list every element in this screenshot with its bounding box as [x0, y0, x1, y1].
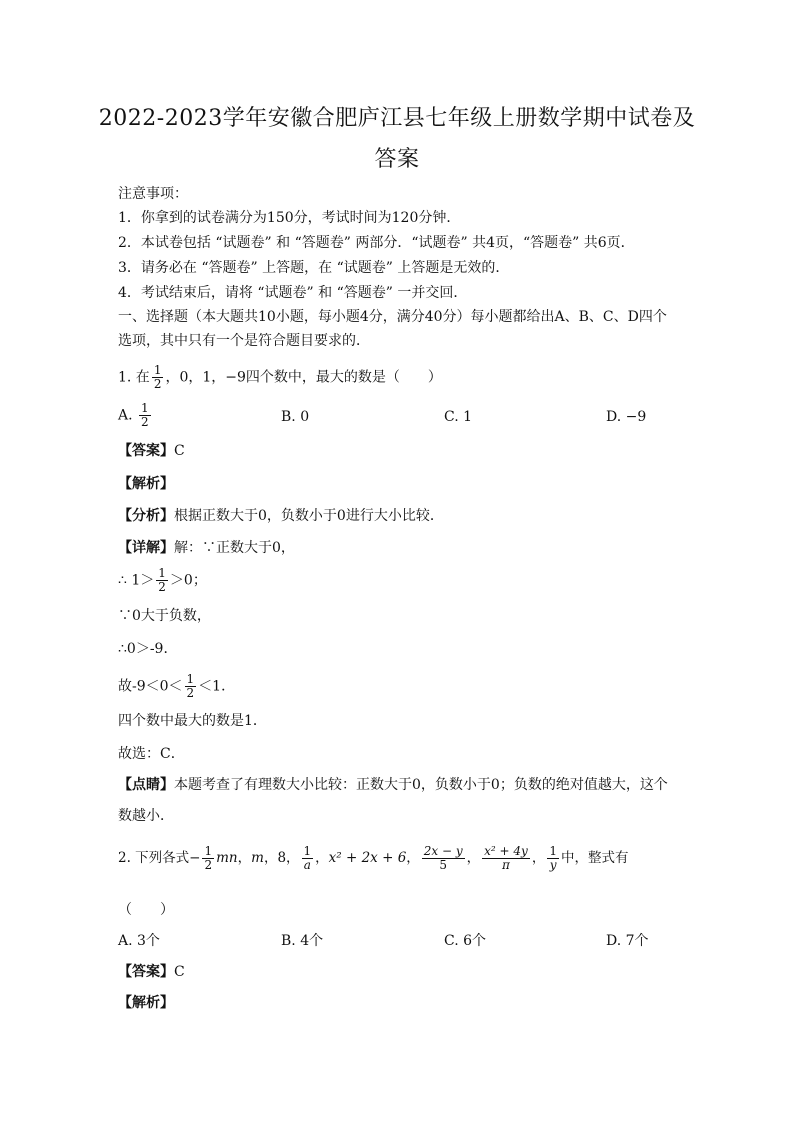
q2-fraction-3 — [422, 845, 465, 872]
q2-answer — [118, 962, 185, 982]
note-1: 1．你拿到的试卷满分为150分，考试时间为120分钟． — [118, 210, 461, 226]
q1-suffix: 四个数中，最大的数是（ ） — [245, 369, 442, 386]
q2-f2-num: 1 — [303, 844, 312, 858]
q1-dianjing-label: 【点睛】 — [118, 777, 174, 793]
q1-option-a-num: 1 — [141, 401, 149, 415]
q1-middle: ，0，1， — [165, 369, 226, 386]
q2-sep-6: ， — [466, 850, 481, 866]
note-4: 4．考试结束后，请将 “试题卷” 和 “答题卷” 一并交回． — [118, 285, 468, 301]
q2-prefix: 2. 下列各式 — [118, 850, 190, 866]
q1-dianjing-line-2: 数越小． — [118, 808, 174, 824]
q1-step4-den: 2 — [186, 686, 195, 700]
section-heading-2: 选项，其中只有一个是符合题目要求的． — [118, 333, 370, 349]
q2-neg: − — [189, 850, 201, 866]
q1-fraction — [152, 364, 164, 391]
q2-f1-den: 2 — [204, 858, 213, 872]
q1-answer-value: C — [174, 443, 185, 459]
q1-step1-a: ∴ 1＞ — [118, 572, 155, 589]
q1-step1-num: 1 — [158, 566, 166, 580]
document-title-line-1: 2022-2023学年安徽合肥庐江县七年级上册数学期中试卷及 — [98, 106, 696, 131]
q1-xiangjie-text: 解：∵正数大于0， — [174, 540, 295, 556]
q1-step4-b: ＜1． — [198, 678, 236, 695]
q1-frac-num: 1 — [153, 363, 162, 377]
q1-fenxi-text: 根据正数大于0，负数小于0进行大小比较． — [174, 508, 444, 524]
q2-option-a: A. 3个 — [118, 933, 160, 949]
q1-step-5: 四个数中最大的数是1． — [118, 713, 267, 729]
q2-eight: 8 — [277, 850, 287, 866]
q2-answer-value: C — [174, 964, 185, 980]
q2-sep-2: ， — [263, 850, 278, 866]
q1-option-a — [118, 402, 153, 429]
note-3: 3．请务必在 “答题卷” 上答题，在 “试题卷” 上答题是无效的． — [118, 260, 510, 276]
q2-fraction-4 — [482, 845, 530, 872]
q2-option-c: C. 6个 — [444, 933, 487, 949]
q2-sep-7: ， — [531, 850, 546, 866]
q1-step4-num: 1 — [186, 672, 195, 686]
q1-answer-label: 【答案】 — [118, 443, 174, 459]
q2-fraction-2 — [302, 845, 314, 872]
q2-m: m — [251, 850, 264, 866]
q1-option-a-fraction — [139, 402, 151, 429]
q1-option-a-label: A. — [118, 407, 133, 424]
q1-step1-fraction — [156, 567, 168, 594]
q2-f4-den: π — [502, 858, 510, 872]
q1-step4-fraction — [185, 673, 197, 700]
q2-f4-num: x² + 4y — [484, 844, 528, 858]
q2-poly: x² + 2x + 6 — [328, 850, 407, 866]
q1-xiangjie-label: 【详解】 — [118, 540, 174, 556]
q2-sep-1: ， — [237, 850, 252, 866]
q2-fraction-1 — [202, 845, 214, 872]
q1-prefix: 1. 在 — [118, 369, 150, 386]
q1-dianjing — [118, 775, 668, 795]
q2-answer-label: 【答案】 — [118, 964, 174, 980]
q2-sep-4: ， — [315, 850, 329, 866]
q2-fraction-5 — [547, 845, 559, 872]
q2-sep-5: ， — [406, 850, 420, 866]
q2-suffix: 中，整式有 — [560, 850, 629, 866]
q1-step-2: ∵0大于负数， — [118, 608, 211, 624]
q1-fenxi — [118, 506, 444, 526]
q2-paren: （ ） — [118, 902, 174, 918]
question-2-stem — [118, 845, 628, 872]
q1-neg-nine: −9 — [225, 369, 246, 386]
notes-heading: 注意事项： — [118, 186, 188, 202]
q1-step4-a: 故-9＜0＜ — [118, 678, 183, 695]
section-heading-1: 一、选择题（本大题共10小题，每小题4分，满分40分）每小题都给出A、B、C、D四个 — [118, 309, 667, 325]
q1-answer — [118, 441, 185, 461]
q2-f2-den: a — [303, 858, 311, 872]
q1-step1-b: ＞0； — [169, 572, 207, 589]
q1-step-3: ∴0＞-9． — [118, 641, 178, 657]
q1-analysis-label: 【解析】 — [118, 476, 174, 492]
q1-option-a-den: 2 — [141, 415, 149, 429]
q1-step-1 — [118, 567, 207, 594]
document-title-line-2: 答案 — [374, 147, 420, 172]
q1-frac-den: 2 — [153, 377, 162, 391]
q2-f3-num: 2x − y — [423, 844, 463, 858]
q1-dianjing-text-1: 本题考查了有理数大小比较：正数大于0，负数小于0；负数的绝对值越大，这个 — [174, 777, 668, 793]
q2-option-b: B. 4个 — [281, 933, 324, 949]
note-2: 2．本试卷包括 “试题卷” 和 “答题卷” 两部分．“试题卷” 共4页，“答题卷” 共6页． — [118, 235, 635, 251]
q1-step1-den: 2 — [158, 580, 166, 594]
q1-option-d: D. −9 — [606, 409, 647, 425]
q2-f1-var: mn — [216, 850, 238, 866]
q2-f3-den: 5 — [439, 858, 448, 872]
q2-analysis-label: 【解析】 — [118, 995, 174, 1011]
q2-option-d: D. 7个 — [606, 933, 649, 949]
q2-sep-3: ， — [286, 850, 300, 866]
q2-f5-num: 1 — [549, 844, 557, 858]
question-1-stem — [118, 364, 442, 391]
q2-f1-num: 1 — [204, 844, 213, 858]
q1-step-4 — [118, 673, 235, 700]
q2-f5-den: y — [549, 858, 557, 872]
q1-option-b: B. 0 — [281, 409, 310, 425]
q1-step-6: 故选：C． — [118, 746, 185, 762]
q1-xiangjie — [118, 538, 295, 558]
q1-option-c: C. 1 — [444, 409, 473, 425]
q1-fenxi-label: 【分析】 — [118, 508, 174, 524]
